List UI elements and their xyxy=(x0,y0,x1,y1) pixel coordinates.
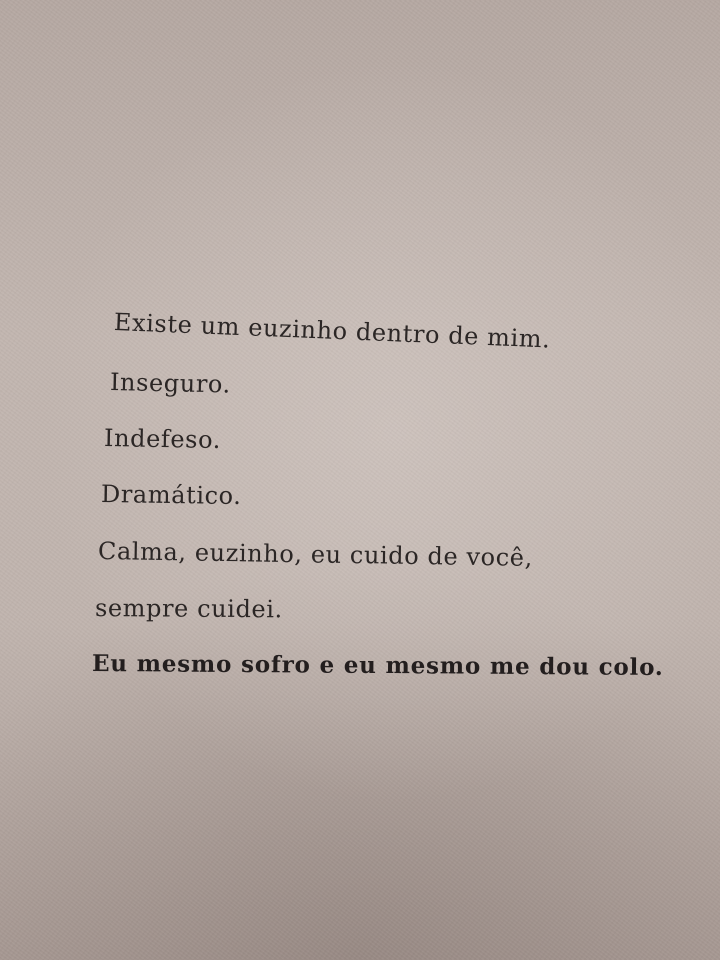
poem-line: Existe um euzinho dentro de mim. xyxy=(113,308,551,354)
poem-line: sempre cuidei. xyxy=(94,594,283,624)
poem-line: Inseguro. xyxy=(109,368,232,399)
poem-line: Dramático. xyxy=(100,480,242,510)
poem-closing-line: Eu mesmo sofro e eu mesmo me dou colo. xyxy=(91,650,664,681)
poem-line: Indefeso. xyxy=(103,424,222,455)
poem-line: Calma, euzinho, eu cuido de você, xyxy=(97,537,534,572)
